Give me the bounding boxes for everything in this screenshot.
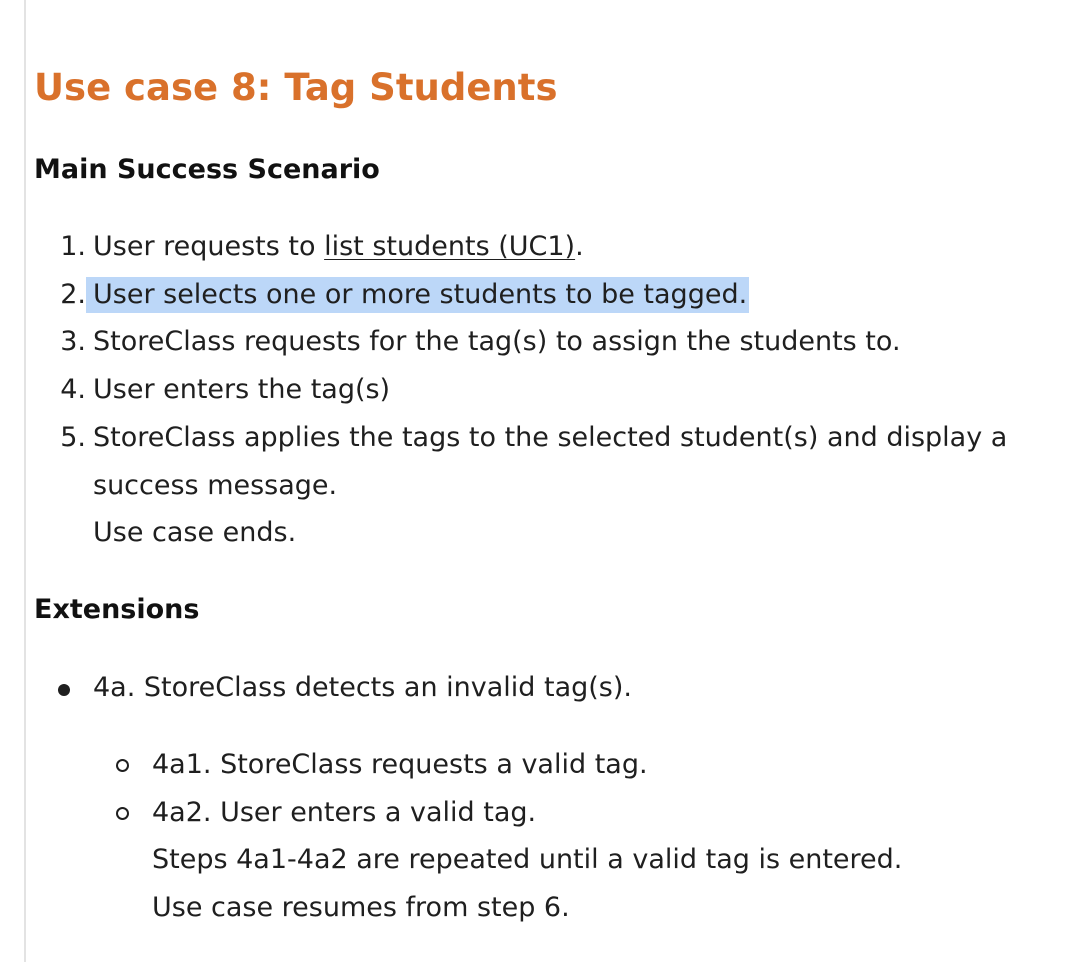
page-title: Use case 8: Tag Students: [34, 66, 558, 109]
bullet-circle-icon: [116, 807, 129, 820]
main-success-heading: Main Success Scenario: [34, 154, 380, 185]
step-text: StoreClass applies the tags to the selected student(s) and display a: [93, 422, 1008, 453]
step-number: 1.: [60, 231, 86, 262]
extension-4a2: 4a2. User enters a valid tag.: [152, 797, 537, 828]
step-number: 3.: [60, 326, 86, 357]
extension-4a2-resume-note: Use case resumes from step 6.: [152, 892, 570, 923]
step-5-continuation: success message.: [93, 470, 338, 501]
extension-4a2-repeat-note: Steps 4a1-4a2 are repeated until a valid tag is entered.: [152, 844, 903, 875]
step-5-end-note: Use case ends.: [93, 517, 297, 548]
step-text: User enters the tag(s): [93, 374, 391, 405]
extension-4a: 4a. StoreClass detects an invalid tag(s).: [93, 672, 632, 703]
list-students-link[interactable]: list students (UC1): [324, 231, 576, 262]
bullet-circle-icon: [116, 759, 129, 772]
step-number: 2.: [60, 279, 86, 310]
step-number: 4.: [60, 374, 86, 405]
extensions-heading: Extensions: [34, 594, 200, 625]
extension-4a1: 4a1. StoreClass requests a valid tag.: [152, 749, 648, 780]
step-text-highlighted: User selects one or more students to be tagged.: [86, 277, 749, 313]
left-border-rule: [24, 0, 26, 962]
step-number: 5.: [60, 422, 86, 453]
bullet-disc-icon: [58, 684, 70, 696]
step-text-end: .: [575, 231, 584, 262]
step-text: StoreClass requests for the tag(s) to assign the students to.: [93, 326, 901, 357]
step-text: User requests to: [93, 231, 325, 262]
